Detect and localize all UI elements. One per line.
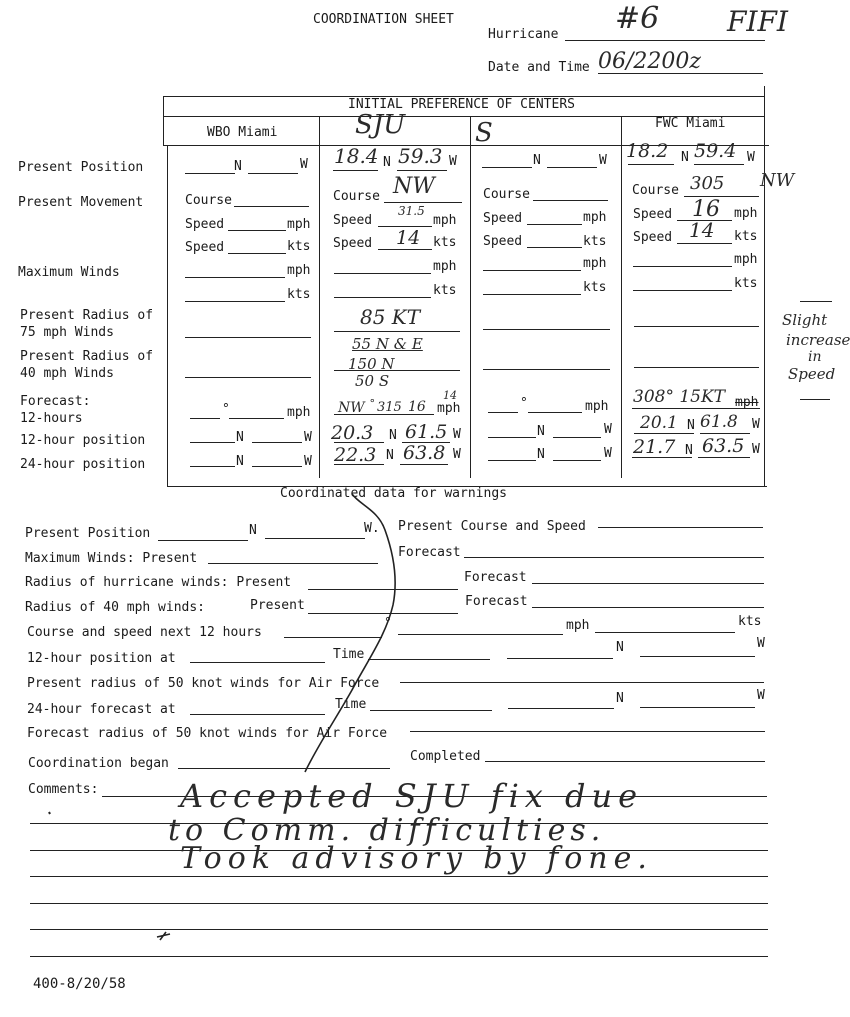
column-sju: SJU <box>355 110 406 140</box>
datetime-value: 06/2200z <box>598 49 701 74</box>
sju-speed-mph: 31.5 <box>398 204 425 218</box>
pen-mark <box>157 932 170 940</box>
s-fc-mph: mph <box>585 399 609 414</box>
fwc-12-n: N <box>687 418 695 433</box>
warn-completed-label: Completed <box>410 749 481 764</box>
sju-24-lon: 63.8 <box>403 442 446 464</box>
sju-24-w: W <box>453 447 461 462</box>
pen-dot <box>49 812 50 814</box>
warn-speed-12-kts: kts <box>738 614 762 629</box>
warn-radius-hurricane-label: Radius of hurricane winds: Present <box>25 575 292 590</box>
s-12-w: W <box>604 422 612 437</box>
row-label-maximum-winds: Maximum Winds <box>18 265 120 280</box>
datetime-label: Date and Time <box>488 60 590 75</box>
wbo-24-n: N <box>236 454 244 469</box>
wbo-maxwind-kts: kts <box>287 287 311 302</box>
comment-text-1: Accepted SJU fix due <box>180 777 644 815</box>
warn-present-radius-50-label: Present radius of 50 knot winds for Air Force <box>27 676 380 691</box>
wbo-maxwind-mph: mph <box>287 263 311 278</box>
sju-fc-deg: 315 <box>377 400 402 415</box>
sju-r75: 85 KT <box>360 305 421 329</box>
wbo-mph: mph <box>287 217 311 232</box>
warn-fc-24-w: W <box>757 688 765 703</box>
s-24-n: N <box>537 447 545 462</box>
warn-fc-radius-50-label: Forecast radius of 50 knot winds for Air Force <box>27 726 388 741</box>
s-24-w: W <box>604 446 612 461</box>
s-speed-label-2: Speed <box>483 234 523 249</box>
table-title: INITIAL PREFERENCE OF CENTERS <box>348 97 575 112</box>
wbo-speed-label: Speed <box>185 217 225 232</box>
sju-12-w: W <box>453 427 461 442</box>
warn-pos-12-time: Time <box>333 647 365 662</box>
s-deg: ° <box>520 396 528 411</box>
fwc-24-lon: 63.5 <box>702 435 745 457</box>
fwc-24-w: W <box>752 442 760 457</box>
sju-fc-sup: 14 <box>443 389 457 402</box>
warn-present-position-label: Present Position <box>25 526 151 541</box>
fwc-lat: 18.2 <box>626 140 669 162</box>
sju-kts: kts <box>433 235 457 250</box>
fwc-course-word: NW <box>760 170 795 191</box>
hurricane-name: FIFI <box>727 5 788 38</box>
wbo-kts: kts <box>287 239 311 254</box>
warn-radius-40-forecast: Forecast <box>465 594 528 609</box>
s-n: N <box>533 153 541 168</box>
pen-stroke-curve <box>305 494 395 772</box>
s-course-label: Course <box>483 187 530 202</box>
wbo-12-w: W <box>304 430 312 445</box>
warn-max-forecast-label: Forecast <box>398 545 461 560</box>
sju-fc-speed: 16 <box>408 399 426 415</box>
warn-radius-40-present: Present <box>250 598 305 613</box>
fwc-course-label: Course <box>632 183 679 198</box>
margin-note-3: in <box>808 349 822 365</box>
wbo-24-w: W <box>304 454 312 469</box>
s-speed-label: Speed <box>483 211 523 226</box>
sju-lat: 18.4 <box>334 144 379 168</box>
warn-fc-24-n: N <box>616 691 624 706</box>
warn-course-12-deg: ° <box>384 616 392 631</box>
warn-comments-label: Comments: <box>28 782 99 797</box>
warnings-heading: Coordinated data for warnings <box>280 486 507 501</box>
fwc-12-w: W <box>752 417 760 432</box>
fwc-12-lat: 20.1 <box>640 413 678 433</box>
wbo-fc-mph: mph <box>287 405 311 420</box>
fwc-speed-label-2: Speed <box>633 230 673 245</box>
sju-course: NW <box>393 174 435 199</box>
sju-fc-mph: mph <box>437 401 461 416</box>
wbo-speed-label-2: Speed <box>185 240 225 255</box>
warn-pos-12-n: N <box>616 640 624 655</box>
wbo-12-n: N <box>236 430 244 445</box>
sju-12-n: N <box>389 428 397 443</box>
warn-coord-began-label: Coordination began <box>28 756 169 771</box>
fwc-fc-mph-struck: mph <box>735 395 759 410</box>
sju-speed-label-2: Speed <box>333 236 373 251</box>
wbo-deg: ° <box>222 402 230 417</box>
sju-fc-degsym: ° <box>369 397 376 410</box>
sju-r40-1: 55 N & E <box>352 335 423 353</box>
s-mph: mph <box>583 210 607 225</box>
column-fwc-miami: FWC Miami <box>655 116 726 131</box>
s-kts: kts <box>583 234 607 249</box>
wbo-w: W <box>300 157 308 172</box>
fwc-24-lat: 21.7 <box>633 436 676 458</box>
fwc-lon: 59.4 <box>694 140 737 162</box>
sju-12-lat: 20.3 <box>331 422 374 444</box>
fwc-12-lon: 61.8 <box>700 412 738 432</box>
hurricane-number: #6 <box>615 1 660 36</box>
row-label-forecast-12: Forecast: 12-hours <box>20 394 91 426</box>
row-label-present-movement: Present Movement <box>18 195 144 210</box>
wbo-course-label: Course <box>185 193 232 208</box>
margin-note-1: Slight <box>782 311 828 329</box>
sju-lon: 59.3 <box>398 144 443 168</box>
comment-text-3: Took advisory by fone. <box>180 841 653 876</box>
row-label-24-hour-position: 24-hour position <box>20 457 146 472</box>
column-wbo-miami: WBO Miami <box>207 125 278 140</box>
s-maxwind-mph: mph <box>583 256 607 271</box>
fwc-24-n: N <box>685 443 693 458</box>
warn-fc-24-time: Time <box>335 697 367 712</box>
sju-n: N <box>383 155 391 170</box>
sju-12-lon: 61.5 <box>405 421 448 443</box>
warn-present-course-label: Present Course and Speed <box>398 519 586 534</box>
s-w: W <box>599 153 607 168</box>
fwc-fc: 308° 15KT <box>633 387 726 407</box>
fwc-n: N <box>681 150 689 165</box>
sju-r40-2: 150 N <box>348 355 395 373</box>
warn-pos-12-w: W <box>757 636 765 651</box>
wbo-n: N <box>234 159 242 174</box>
s-maxwind-kts: kts <box>583 280 607 295</box>
sju-speed-kts: 14 <box>396 227 421 249</box>
form-number: 400-8/20/58 <box>33 976 126 992</box>
warn-present-n: N <box>249 523 257 538</box>
sju-mph: mph <box>433 213 457 228</box>
warn-present-w: W. <box>364 521 380 536</box>
fwc-kts: kts <box>734 229 758 244</box>
row-label-radius-40: Present Radius of 40 mph Winds <box>20 349 154 381</box>
row-label-present-position: Present Position <box>18 160 144 175</box>
column-s: S <box>475 118 493 148</box>
sju-maxwind-mph: mph <box>433 259 457 274</box>
fwc-course: 305 <box>690 173 725 194</box>
fwc-speed-label: Speed <box>633 207 673 222</box>
warn-radius-40-label: Radius of 40 mph winds: <box>25 600 206 615</box>
sju-24-lat: 22.3 <box>334 444 377 466</box>
comment-text-2: to Comm. difficulties. <box>168 813 606 848</box>
fwc-speed-kts: 14 <box>689 218 715 242</box>
sju-course-label: Course <box>333 189 380 204</box>
fwc-maxwind-mph: mph <box>734 252 758 267</box>
warn-course-speed-12-label: Course and speed next 12 hours <box>27 625 262 640</box>
row-label-12-hour-position: 12-hour position <box>20 433 146 448</box>
warn-fc-24-label: 24-hour forecast at <box>27 702 176 717</box>
sju-r40-3: 50 S <box>355 372 390 390</box>
fwc-mph: mph <box>734 206 758 221</box>
margin-note-4: Speed <box>788 365 836 383</box>
warn-radius-hurricane-forecast: Forecast <box>464 570 527 585</box>
sju-maxwind-kts: kts <box>433 283 457 298</box>
s-12-n: N <box>537 424 545 439</box>
row-label-radius-75: Present Radius of 75 mph Winds <box>20 308 154 340</box>
warn-max-winds-label: Maximum Winds: Present <box>25 551 198 566</box>
sheet-title: COORDINATION SHEET <box>313 12 454 27</box>
fwc-w: W <box>747 150 755 165</box>
sju-fc-dir: NW <box>338 400 365 416</box>
fwc-maxwind-kts: kts <box>734 276 758 291</box>
warn-pos-12-label: 12-hour position at <box>27 651 176 666</box>
margin-note-2: increase <box>786 331 850 349</box>
fwc-speed-mph: 16 <box>692 197 720 222</box>
hurricane-label: Hurricane <box>488 27 559 42</box>
sju-w: W <box>449 154 457 169</box>
sju-24-n: N <box>386 448 394 463</box>
warn-speed-12-mph: mph <box>566 618 590 633</box>
sju-speed-label: Speed <box>333 213 373 228</box>
